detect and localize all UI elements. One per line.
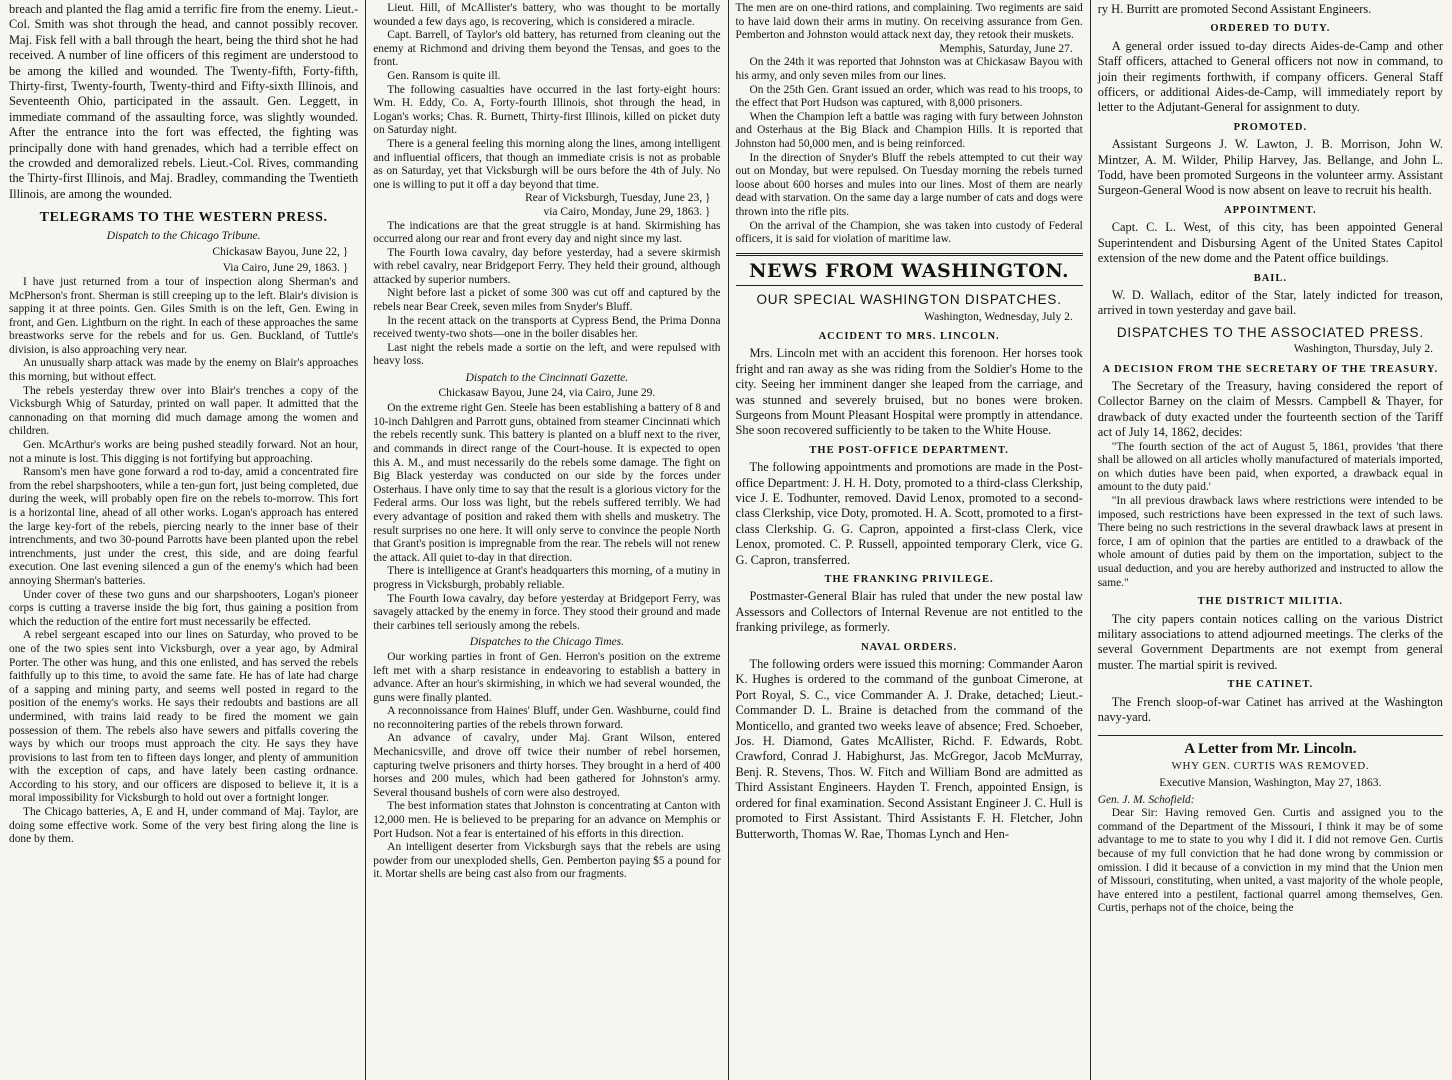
paragraph: The Fourth Iowa cavalry, day before yesterday at Bridgeport Ferry, was savagely attacked by the enemy in force. They stood their ground and made their carbines tell seriously among the rebels. <box>373 592 721 632</box>
paragraph: Ransom's men have gone forward a rod to-day, amid a concentrated fire from the rebel sharpshooters, while a ten-gun fort, just being completed, due during the week, will probably open fire on the rebels to-morrow. This fort is a horizontal line, ahead of all other works. Logan's approach has entered the large key-fort of the rebels, piercing nearly to the inner base of their intrenchments, and two 30-pound Parrotts have been planted upon the rebel intrenchments, just under the crest, this side, and are doing fearful execution. One last evening silenced a gun of the enemy's which had been annoying Sherman's batteries. <box>9 466 359 587</box>
paragraph: Lieut. Hill, of McAllister's battery, who was thought to be mortally wounded a few days ago, is recovering, which is considered a miracle. <box>373 2 721 28</box>
paragraph: The following appointments and promotions are made in the Post-office Department: J. H. H. Doty, promoted to a third-class Clerkship, vice J. E. Todhunter, removed. David Lenox, promoted to a second-class Clerkship, vice Doty, promoted. H. A. Scott, promoted to a first-class Clerkship. G. G. Capron, appointed a first-class Clerk, vice Lenox, promoted. C. P. Russell, appointed temporary Clerk, vice G. G. Capron, transferred. <box>735 460 1083 567</box>
dispatch-source: Dispatches to the Chicago Times. <box>469 636 625 649</box>
letter-subheading: WHY GEN. CURTIS WAS REMOVED. <box>1171 759 1370 772</box>
paragraph: When the Champion left a battle was raging with fury between Johnston and Osterhaus at the Big Black and Champion Hills. It is reported that Johnston had 50,000 men, and is being reinforced. <box>735 110 1083 150</box>
addressee: Gen. J. M. Schofield: <box>1097 793 1195 806</box>
paragraph: Gen. McArthur's works are being pushed steadily forward. Not an hour, not a minute is lost. This digging is not fortifying but approaching. <box>9 439 359 465</box>
subheading: ORDERED TO DUTY. <box>1210 23 1331 35</box>
paragraph: On the 24th it was reported that Johnston was at Chickasaw Bayou with his army, and only seven miles from our lines. <box>735 56 1083 82</box>
paragraph: The rebels yesterday threw over into Blair's trenches a copy of the Vicksburgh Whig of Saturday, printed on wall paper. It admitted that the cannonading on that morning did much damage among the women and children. <box>9 384 359 438</box>
paragraph: Last night the rebels made a sortie on the left, and were repulsed with heavy loss. <box>373 341 721 368</box>
dateline: Via Cairo, June 29, 1863. } <box>222 261 349 274</box>
column-3 <box>729 0 1090 1080</box>
paragraph: The city papers contain notices calling on the various District military associations to attend adjourned meetings. The clerks of the several Government Departments are not exempt from general muster. The martial spirit is revived. <box>1097 611 1443 672</box>
subheading: THE POST-OFFICE DEPARTMENT. <box>809 444 1009 456</box>
paragraph: Mrs. Lincoln met with an accident this forenoon. Her horses took fright and ran away as she was riding from the Soldier's Home to the city. Seeing her imminent danger she leaped from the carriage, and was stunned and severely bruised, but no bones were broken. Surgeons from Mount Pleasant Hospital were promptly in attendance. She soon recovered sufficiently to be taken to the White House. <box>735 346 1083 438</box>
paragraph: The indications are that the great struggle is at hand. Skirmishing has occurred along our rear and front every day and night since my last. <box>373 219 721 246</box>
paragraph: Capt. C. L. West, of this city, has been appointed General Superintendent and Disbursing Agent of the United States Capitol extension of the new dome and the Patent office buildings. <box>1097 220 1443 266</box>
section-heading: TELEGRAMS TO THE WESTERN PRESS. <box>39 210 328 226</box>
paragraph: An advance of cavalry, under Maj. Grant Wilson, entered Mechanicsville, and drove off twice their number of rebel horsemen, capturing twelve prisoners and thirty horses. They brought in a herd of 400 horses and 200 mules, which had been gathered for Johnston's army. Several thousand bushels of corn were also destroyed. <box>373 732 721 799</box>
subheading: THE CATINET. <box>1227 679 1314 691</box>
column-1 <box>2 0 365 1080</box>
paragraph: Gen. Ransom is quite ill. <box>387 69 501 82</box>
subheading: APPOINTMENT. <box>1224 204 1317 216</box>
paragraph: "The fourth section of the act of August 5, 1861, provides 'that there shall be allowed on all articles wholly manufactured of materials imported, on which duties have been paid, when exported, a drawback equal in amount to the duty paid.' <box>1097 440 1443 494</box>
subheading: PROMOTED. <box>1233 121 1308 133</box>
paragraph: ry H. Burritt are promoted Second Assistant Engineers. <box>1097 2 1372 16</box>
paragraph: Dear Sir: Having removed Gen. Curtis and assigned you to the command of the Department of the Missouri, I think it may be of some advantage to me to state to you why I did it. I did not remove Gen. Curtis because of my full conviction that he had done wrong by commission or omission. I did it because of a conviction in my mind that the Union men of Missouri, constituting, when united, a vast majority of the whole people, have entered into a pestilent, factional quarrel among themselves, Gen. Curtis, perhaps not of the choice, being the <box>1097 807 1443 915</box>
paragraph: Our working parties in front of Gen. Herron's position on the extreme left met with a sharp resistance in endeavoring to establish a battery in advance. After an hour's skirmishing, in which we had several wounded, the guns were finally planted. <box>373 650 721 704</box>
dateline: Rear of Vicksburgh, Tuesday, June 23, } <box>525 192 711 205</box>
paragraph: A general order issued to-day directs Aides-de-Camp and other Staff officers, attached to General officers not now in command, to join their regiments forthwith, if company officers. General Staff officers, or additional Aides-de-Camp, will immediately report by letter to the Adjutant-General for assignment to duty. <box>1097 38 1443 115</box>
dateline: Executive Mansion, Washington, May 27, 1863. <box>1159 777 1382 790</box>
paragraph: On the 25th Gen. Grant issued an order, which was read to his troops, to the effect that Port Hudson was captured, with 8,000 prisoners. <box>735 83 1083 110</box>
dateline: Chickasaw Bayou, June 22, } <box>212 246 349 259</box>
paragraph: The Chicago batteries, A, E and H, under command of Maj. Taylor, are doing some effective work. Some of the very best firing along the line is done by them. <box>9 806 359 846</box>
article-continuation: breach and planted the flag amid a terrific fire from the enemy. Lieut.-Col. Smith was shot through the head, and cannot possibly recover. Maj. Fisk fell with a ball through the heart, being the third shot he had received. A number of line officers of this regiment are understood to be among the killed and wounded. The Twenty-fifth, Forty-fifth, Thirty-first, Twenty-fourth, Twenty-third and Fifty-sixth Illinois, and Seventeenth Ohio, participated in the assault. Gen. Leggett, in immediate command of the assaulting force, was slightly wounded. After the entrance into the fort was effected, the fighting was principally done with hand grenades, which had a terrible effect on the crowded and demoralized rebels. Lieut.-Col. Rives, commanding the Thirty-first Illinois, and Maj. Bradley, commanding the Twentieth Illinois, are among the wounded. <box>9 2 359 201</box>
paragraph: The Fourth Iowa cavalry, day before yesterday, had a severe skirmish with rebel cavalry, near Bridgeport Ferry. They held their ground, although attacked by superior numbers. <box>373 246 721 286</box>
section-heading: DISPATCHES TO THE ASSOCIATED PRESS. <box>1116 324 1424 340</box>
paragraph: Night before last a picket of some 300 was cut off and captured by the rebels near Bear Creek, seven miles from Snyder's Bluff. <box>373 287 721 314</box>
dateline: Chickasaw Bayou, June 24, via Cairo, June 29. <box>438 386 656 399</box>
news-heading: NEWS FROM WASHINGTON. <box>736 253 1083 286</box>
paragraph: An unusually sharp attack was made by the enemy on Blair's approaches this morning, but without effect. <box>9 357 359 384</box>
paragraph: In the direction of Snyder's Bluff the rebels attempted to cut their way out on Monday, but were repulsed. On Tuesday morning the rebels turned loose about 600 horses and mules into our lines. Most of them are nearly dead with starvation. On the same day a large number of cats and dogs were thrown into the rifle pits. <box>735 151 1083 218</box>
paragraph: The best information states that Johnston is concentrating at Canton with 12,000 men. He is believed to be preparing for an advance on Memphis or Port Hudson. Not a fear is entertained of his efforts in this direction. <box>373 800 721 840</box>
paragraph: "In all previous drawback laws where restrictions were intended to be imposed, such restrictions have been expressed in the text of such laws. There being no such restrictions in the several drawback laws at present in force, I am of opinion that the parties are entitled to a drawback of the whole amount of duties paid by them on the importation, subject to the usual deduction, and you are hereby authorized and instructed to allow the same." <box>1097 494 1443 589</box>
dateline: via Cairo, Monday, June 29, 1863. } <box>543 205 711 218</box>
paragraph: I have just returned from a tour of inspection along Sherman's and McPherson's front. Sherman is still creeping up to the left. Blair's division is sapping it at three points. Gen. Giles Smith is on the left, Gen. Ewing in front, and Gen. Lightburn on the right. In each of these approaches the same breastworks serve for the rebels and for us. Gen. Buckland, of Tuttle's division, is also approaching very near. <box>9 275 359 356</box>
subheading: BAIL. <box>1253 272 1288 284</box>
dispatch-source: Dispatch to the Chicago Tribune. <box>106 229 261 242</box>
dateline: Washington, Wednesday, July 2. <box>924 310 1073 323</box>
paragraph: On the extreme right Gen. Steele has been establishing a battery of 8 and 10-inch Dahlgren and Parrott guns, obtained from steamer Cincinnati which the rebels recently sunk. This battery is planted on a bluff next to the river, and commands in direct range of the Court-house. It is expected to open this A. M., and must necessarily do the rebels some damage. The fight on Big Black yesterday was conducted on our side by the forces under Osterhaus. I have only time to say that the result is a glorious victory for the Federal arms. Our loss was light, but the rebels suffered terribly. We had every advantage of position and raked them with shells and musketry. The result surprises no one here. It will only serve to convince the people North that Grant's position is impregnable from the rear. The rebels will not renew the attack. All quiet to-day in that direction. <box>373 402 721 564</box>
paragraph: Postmaster-General Blair has ruled that under the new postal law Assessors and Collectors of Internal Revenue are not entitled to the franking privilege, as formerly. <box>735 589 1083 635</box>
paragraph: There is a general feeling this morning along the lines, among intelligent and influential officers, that though an immediate crisis is not as probable as on Saturday, yet that Vicksburgh will be ours before the 4th of July. No one is willing to put it off a day beyond that time. <box>373 137 721 191</box>
subheading: NAVAL ORDERS. <box>861 641 958 653</box>
paragraph: The following orders were issued this morning: Commander Aaron K. Hughes is ordered to the command of the gunboat Cimerone, at Port Royal, S. C., vice Commander A. J. Drake, detached; Lieut.-Commander D. L. Braine is detached from the command of the Monticello, and granted two weeks leave of absence; Fred. Schoeber, Jos. H. Diamond, Gates McAllister, Richd. F. Edwards, Robt. Crawford, Conrad J. Habighurst, Jas. McGregor, Jacob McMurray, Benj. R. Stevens, Thos. W. Fitch and William Bond are admitted as Third Assistant Engineers. Hayden T. French, appointed Ensign, is ordered for final examination. Second Assistant Engineer J. C. Hull is promoted to First Assistant. Third Assistants F. H. Fletcher, John Butterworth, Thomas W. Rae, Thomas Lynch and Hen- <box>735 657 1083 841</box>
paragraph: In the recent attack on the transports at Cypress Bend, the Prima Donna received twenty-two shots—one in the boiler disables her. <box>373 314 721 341</box>
subheading: ACCIDENT TO MRS. LINCOLN. <box>818 330 1000 342</box>
paragraph: Capt. Barrell, of Taylor's old battery, has returned from cleaning out the enemy at Richmond and driving them beyond the Tensas, and goes to the front. <box>373 29 721 69</box>
letter-heading: A Letter from Mr. Lincoln. <box>1098 735 1443 757</box>
paragraph: Under cover of these two guns and our sharpshooters, Logan's pioneer corps is cutting a traverse inside the big fort, thus gaining a position from which the reduction of the entire fort must necessarily be effected. <box>9 588 359 628</box>
paragraph: On the arrival of the Champion, she was taken into custody of Federal officers, it is said for violation of maritime law. <box>735 219 1083 246</box>
dateline: Washington, Thursday, July 2. <box>1293 343 1433 356</box>
paragraph: A reconnoissance from Haines' Bluff, under Gen. Washburne, could find no reconnoitering parties of the rebels thrown forward. <box>373 705 721 731</box>
column-4 <box>1091 0 1450 1080</box>
paragraph: A rebel sergeant escaped into our lines on Saturday, who proved to be one of the two spies sent into Vicksburgh, over a year ago, by Admiral Porter. The other was hung, and this one enlisted, and has served the rebels faithfully up to this time, to avoid the same fate. He has of late had charge of a sapping and mining party, and seems well posted in regard to the position of the enemy's works. He says their redoubts and bastions are all undermined, with trains laid ready to be fired the moment we gain possession of them. The rebels also have sewers and pitfalls covering the ways by which our troops must approach the city. He says they have provisions to last from ten to fifteen days longer, and plenty of ammunition with the exception of caps, and have lately been casting ordnance. According to his story, and our officers are disposed to believe it, it is a moral impossibility for Vicksburgh to hold out over a fortnight longer. <box>9 629 359 805</box>
subheading: THE DISTRICT MILITIA. <box>1197 596 1344 608</box>
paragraph: The French sloop-of-war Catinet has arrived at the Washington navy-yard. <box>1097 694 1443 724</box>
paragraph: The following casualties have occurred in the last forty-eight hours: Wm. H. Eddy, Co. A, Forty-fourth Illinois, shot through the head, in Logan's works; Chas. R. Burnett, Thirty-first Illinois, killed on picket duty on Saturday night. <box>373 83 721 137</box>
dispatch-source: Dispatch to the Cincinnati Gazette. <box>465 372 629 385</box>
section-heading: OUR SPECIAL WASHINGTON DISPATCHES. <box>756 292 1062 308</box>
paragraph: The men are on one-third rations, and complaining. Two regiments are said to have laid down their arms in mutiny. On receiving assurance from Gen. Pemberton and Johnston would attack next day, they retook their muskets. <box>735 2 1083 42</box>
column-2 <box>366 0 727 1080</box>
paragraph: The Secretary of the Treasury, having considered the report of Collector Barney on the claim of Messrs. Campbell & Thayer, for drawback of duty exacted under the fourteenth section of the Tariff act of July 14, 1862, decides: <box>1097 378 1443 440</box>
subheading: THE FRANKING PRIVILEGE. <box>824 574 994 585</box>
paragraph: Assistant Surgeons J. W. Lawton, J. B. Morrison, John W. Mintzer, A. M. Wilder, Philip Harvey, Jas. Bellange, and John L. Todd, have been promoted Surgeons in the volunteer army. Assistant Surgeon-General Wood is now absent on leave to recruit his health. <box>1097 137 1443 198</box>
paragraph: W. D. Wallach, editor of the Star, lately indicted for treason, arrived in town yesterday and gave bail. <box>1097 287 1443 318</box>
paragraph: There is intelligence at Grant's headquarters this morning, of a mutiny in progress in Vicksburgh, probably reliable. <box>373 565 721 591</box>
dateline: Memphis, Saturday, June 27. <box>939 42 1073 55</box>
paragraph: An intelligent deserter from Vicksburgh says that the rebels are using powder from our unexploded shells, Gen. Pemberton paying $5 a pound for it. Mortar shells are being cast also from our fragments. <box>373 841 721 881</box>
subheading: A DECISION FROM THE SECRETARY OF THE TREASURY. <box>1102 363 1439 375</box>
